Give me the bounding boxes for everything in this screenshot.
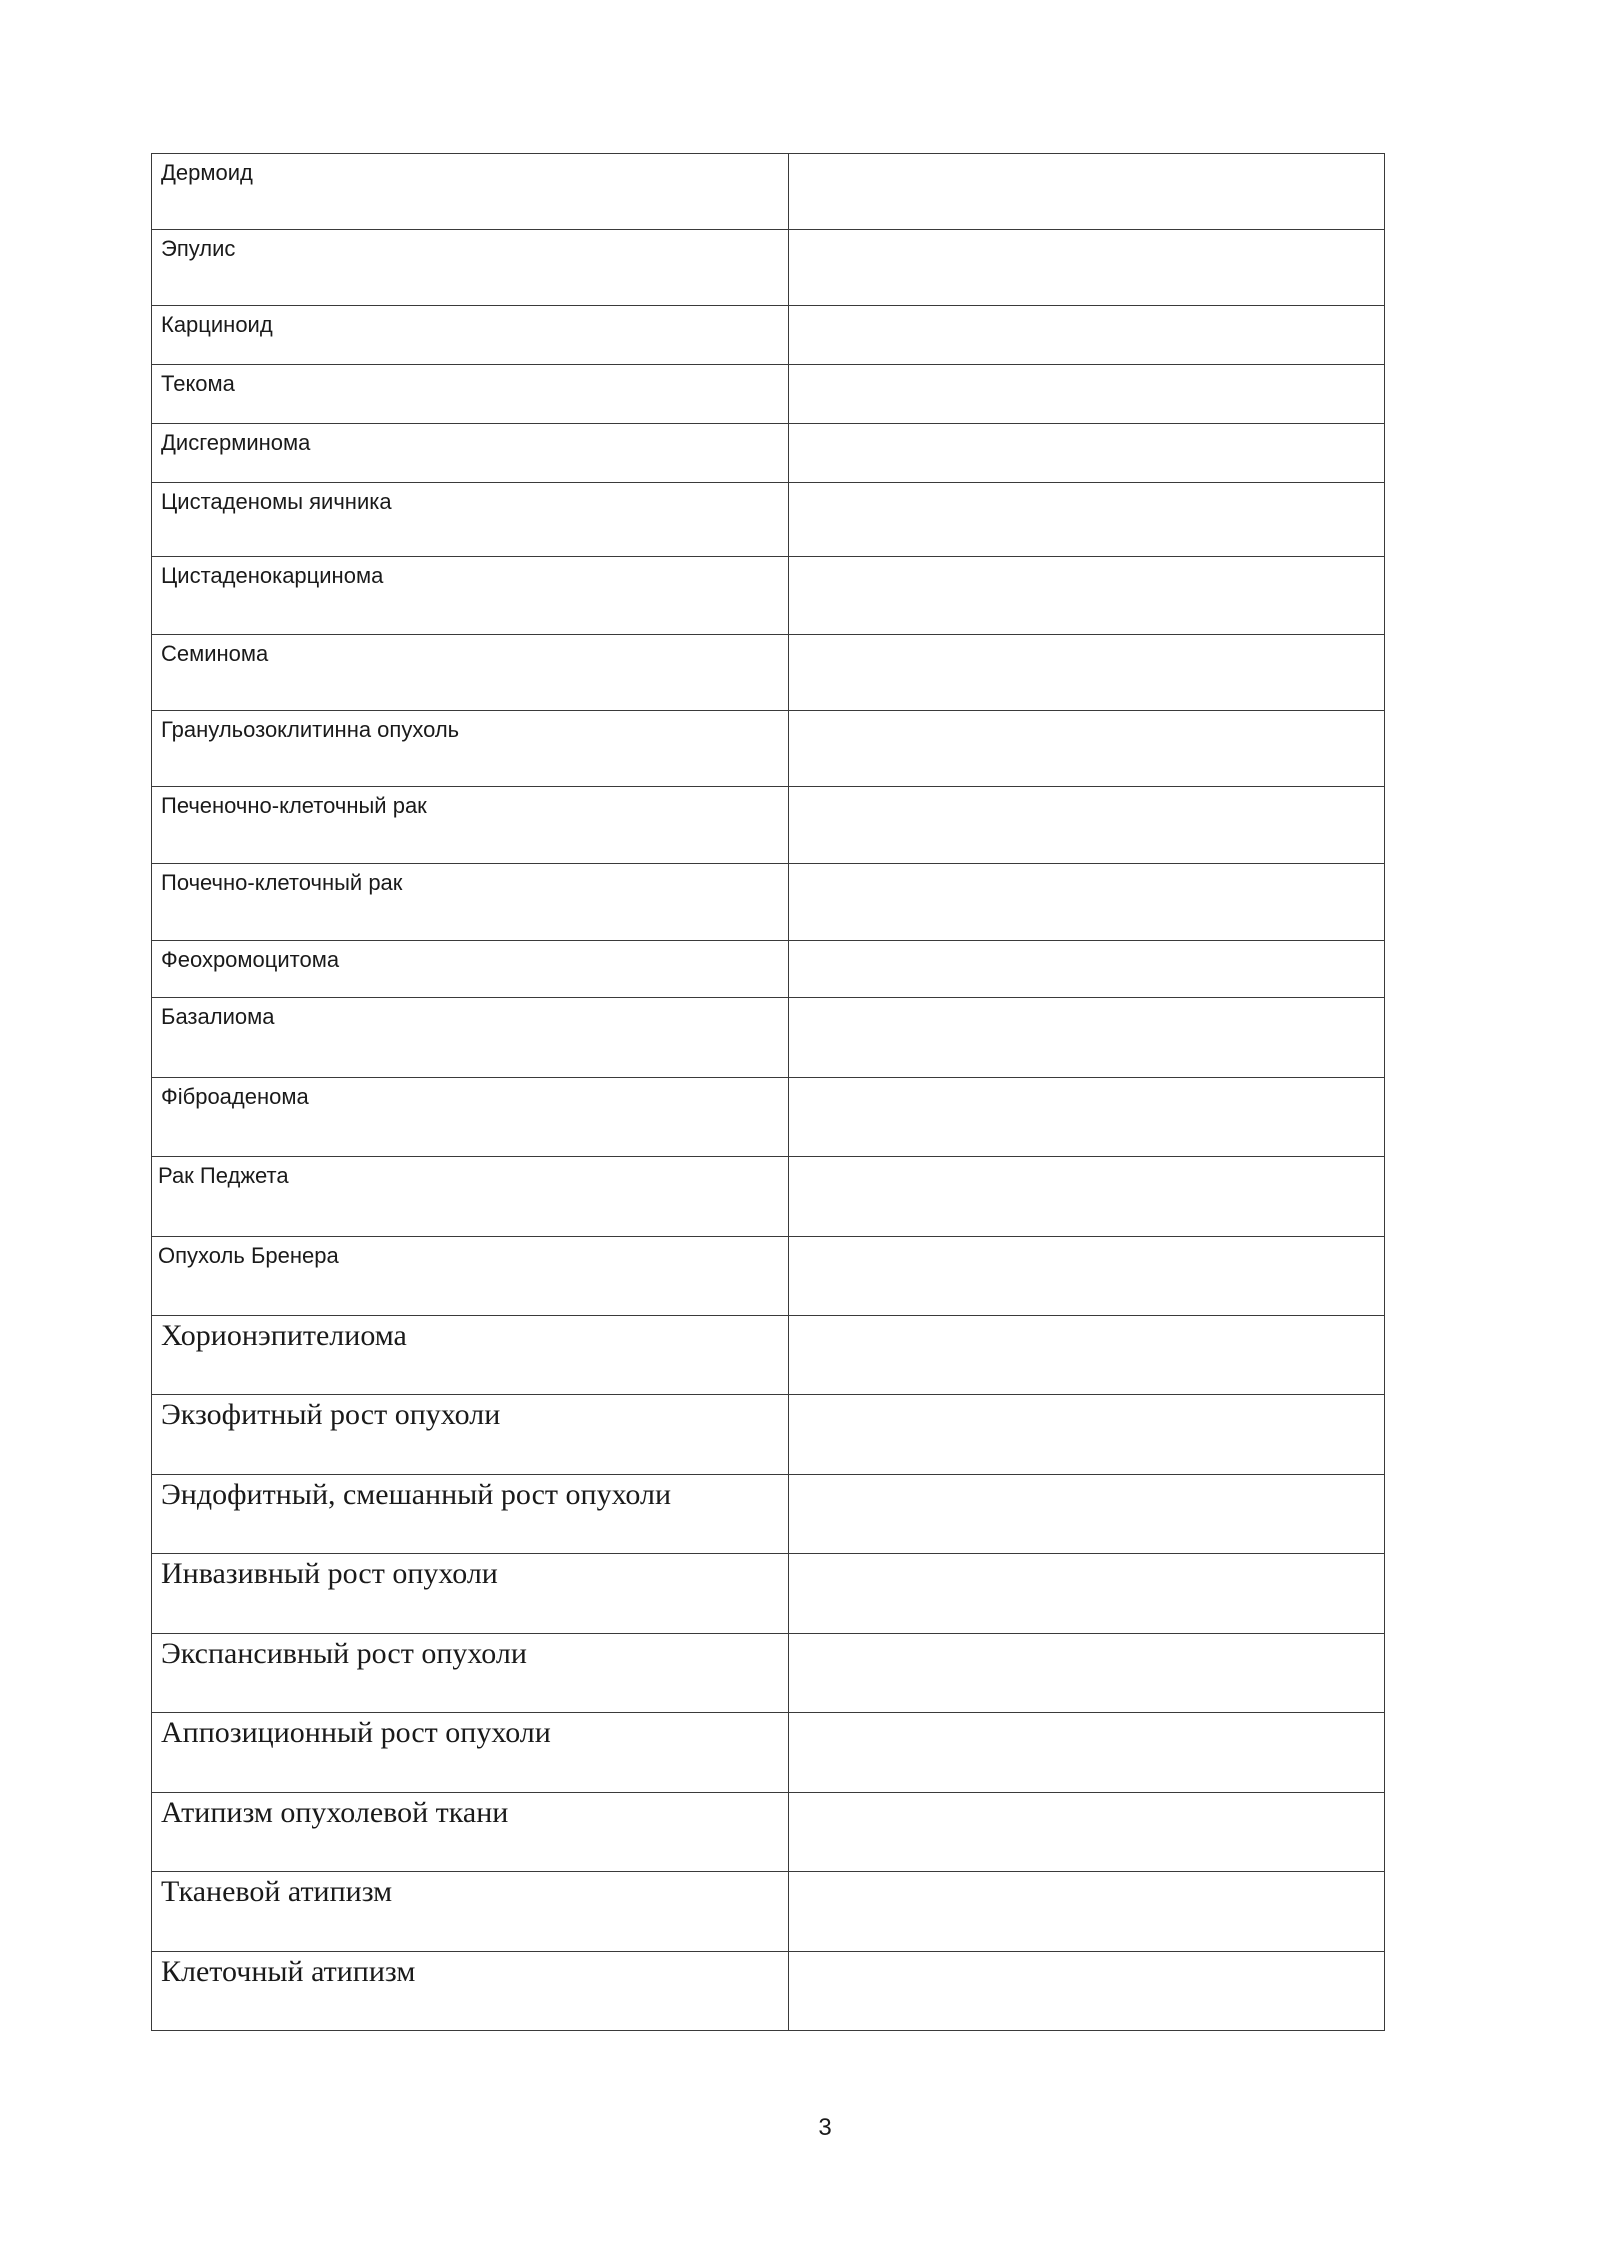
term-label: Экспансивный рост опухоли (161, 1637, 527, 1670)
term-cell (152, 1713, 789, 1793)
term-label: Инвазивный рост опухоли (161, 1557, 498, 1590)
answer-cell[interactable] (789, 1157, 1385, 1237)
term-cell (152, 424, 789, 483)
term-cell (152, 864, 789, 941)
term-label: Цистаденокарцинома (161, 563, 384, 588)
answer-cell[interactable] (789, 483, 1385, 557)
term-label: Эпулис (161, 236, 236, 261)
answer-cell[interactable] (789, 635, 1385, 711)
answer-cell[interactable] (789, 787, 1385, 864)
term-label: Почечно-клеточный рак (161, 870, 403, 895)
term-cell (152, 1554, 789, 1634)
answer-cell[interactable] (789, 1952, 1385, 2031)
answer-cell[interactable] (789, 1316, 1385, 1395)
answer-cell[interactable] (789, 557, 1385, 635)
answer-cell[interactable] (789, 306, 1385, 365)
term-label: Печеночно-клеточный рак (161, 793, 427, 818)
term-cell (152, 365, 789, 424)
term-cell (152, 1316, 789, 1395)
answer-cell[interactable] (789, 1793, 1385, 1872)
table-row (152, 711, 1385, 787)
answer-cell[interactable] (789, 1237, 1385, 1316)
answer-cell[interactable] (789, 711, 1385, 787)
term-cell (152, 154, 789, 230)
term-label: Опухоль Бренера (158, 1243, 339, 1268)
term-label: Эндофитный, смешанный рост опухоли (161, 1478, 672, 1511)
term-cell (152, 1634, 789, 1713)
term-label: Дисгерминома (161, 430, 311, 455)
answer-cell[interactable] (789, 1634, 1385, 1713)
term-cell (152, 1395, 789, 1475)
term-label: Клеточный атипизм (161, 1955, 416, 1988)
term-cell (152, 998, 789, 1078)
page-number: 3 (818, 2114, 832, 2141)
table-row (152, 1872, 1385, 1952)
term-cell (152, 1793, 789, 1872)
term-cell (152, 230, 789, 306)
term-cell (152, 1475, 789, 1554)
answer-cell[interactable] (789, 230, 1385, 306)
term-label: Аппозиционный рост опухоли (161, 1716, 551, 1749)
table-row (152, 306, 1385, 365)
table-row (152, 1554, 1385, 1634)
table-row (152, 424, 1385, 483)
term-cell (152, 1872, 789, 1952)
term-cell (152, 1237, 789, 1316)
answer-cell[interactable] (789, 154, 1385, 230)
answer-cell[interactable] (789, 1872, 1385, 1952)
table-row (152, 1078, 1385, 1157)
term-label: Тканевой атипизм (161, 1875, 393, 1908)
term-label: Цистаденомы яичника (161, 489, 392, 514)
answer-cell[interactable] (789, 1475, 1385, 1554)
table-row (152, 998, 1385, 1078)
answer-cell[interactable] (789, 424, 1385, 483)
term-label: Феохромоцитома (161, 947, 340, 972)
term-label: Семинома (161, 641, 269, 666)
answer-cell[interactable] (789, 365, 1385, 424)
term-cell (152, 306, 789, 365)
answer-cell[interactable] (789, 1713, 1385, 1793)
answer-cell[interactable] (789, 1078, 1385, 1157)
term-label: Экзофитный рост опухоли (161, 1398, 501, 1431)
answer-cell[interactable] (789, 1395, 1385, 1475)
table-row (152, 941, 1385, 998)
table-row (152, 1713, 1385, 1793)
term-cell (152, 711, 789, 787)
answer-cell[interactable] (789, 864, 1385, 941)
table-row (152, 864, 1385, 941)
table-row (152, 1634, 1385, 1713)
terms-table-body (152, 154, 1385, 2031)
term-label: Дермоид (161, 160, 253, 185)
table-row (152, 483, 1385, 557)
term-label: Гранульозоклитинна опухоль (161, 717, 460, 742)
answer-cell[interactable] (789, 941, 1385, 998)
table-row (152, 1793, 1385, 1872)
table-row (152, 1157, 1385, 1237)
table-row (152, 1316, 1385, 1395)
table-row (152, 154, 1385, 230)
term-cell (152, 787, 789, 864)
table-row (152, 787, 1385, 864)
term-cell (152, 1078, 789, 1157)
term-label: Фіброаденома (161, 1084, 309, 1109)
table-row (152, 1952, 1385, 2031)
table-row (152, 1395, 1385, 1475)
term-label: Хорионэпителиома (161, 1319, 407, 1352)
term-label: Текома (161, 371, 235, 396)
term-cell (152, 1157, 789, 1237)
term-label: Карциноид (161, 312, 273, 337)
term-label: Базалиома (161, 1004, 275, 1029)
term-label: Атипизм опухолевой ткани (161, 1796, 509, 1829)
term-label: Рак Педжета (158, 1163, 289, 1188)
term-cell (152, 1952, 789, 2031)
answer-cell[interactable] (789, 1554, 1385, 1634)
table-row (152, 1475, 1385, 1554)
term-cell (152, 557, 789, 635)
term-cell (152, 941, 789, 998)
term-cell (152, 483, 789, 557)
terms-table (151, 153, 1385, 2031)
table-row (152, 230, 1385, 306)
term-cell (152, 635, 789, 711)
table-row (152, 557, 1385, 635)
table-row (152, 365, 1385, 424)
answer-cell[interactable] (789, 998, 1385, 1078)
table-row (152, 635, 1385, 711)
table-row (152, 1237, 1385, 1316)
